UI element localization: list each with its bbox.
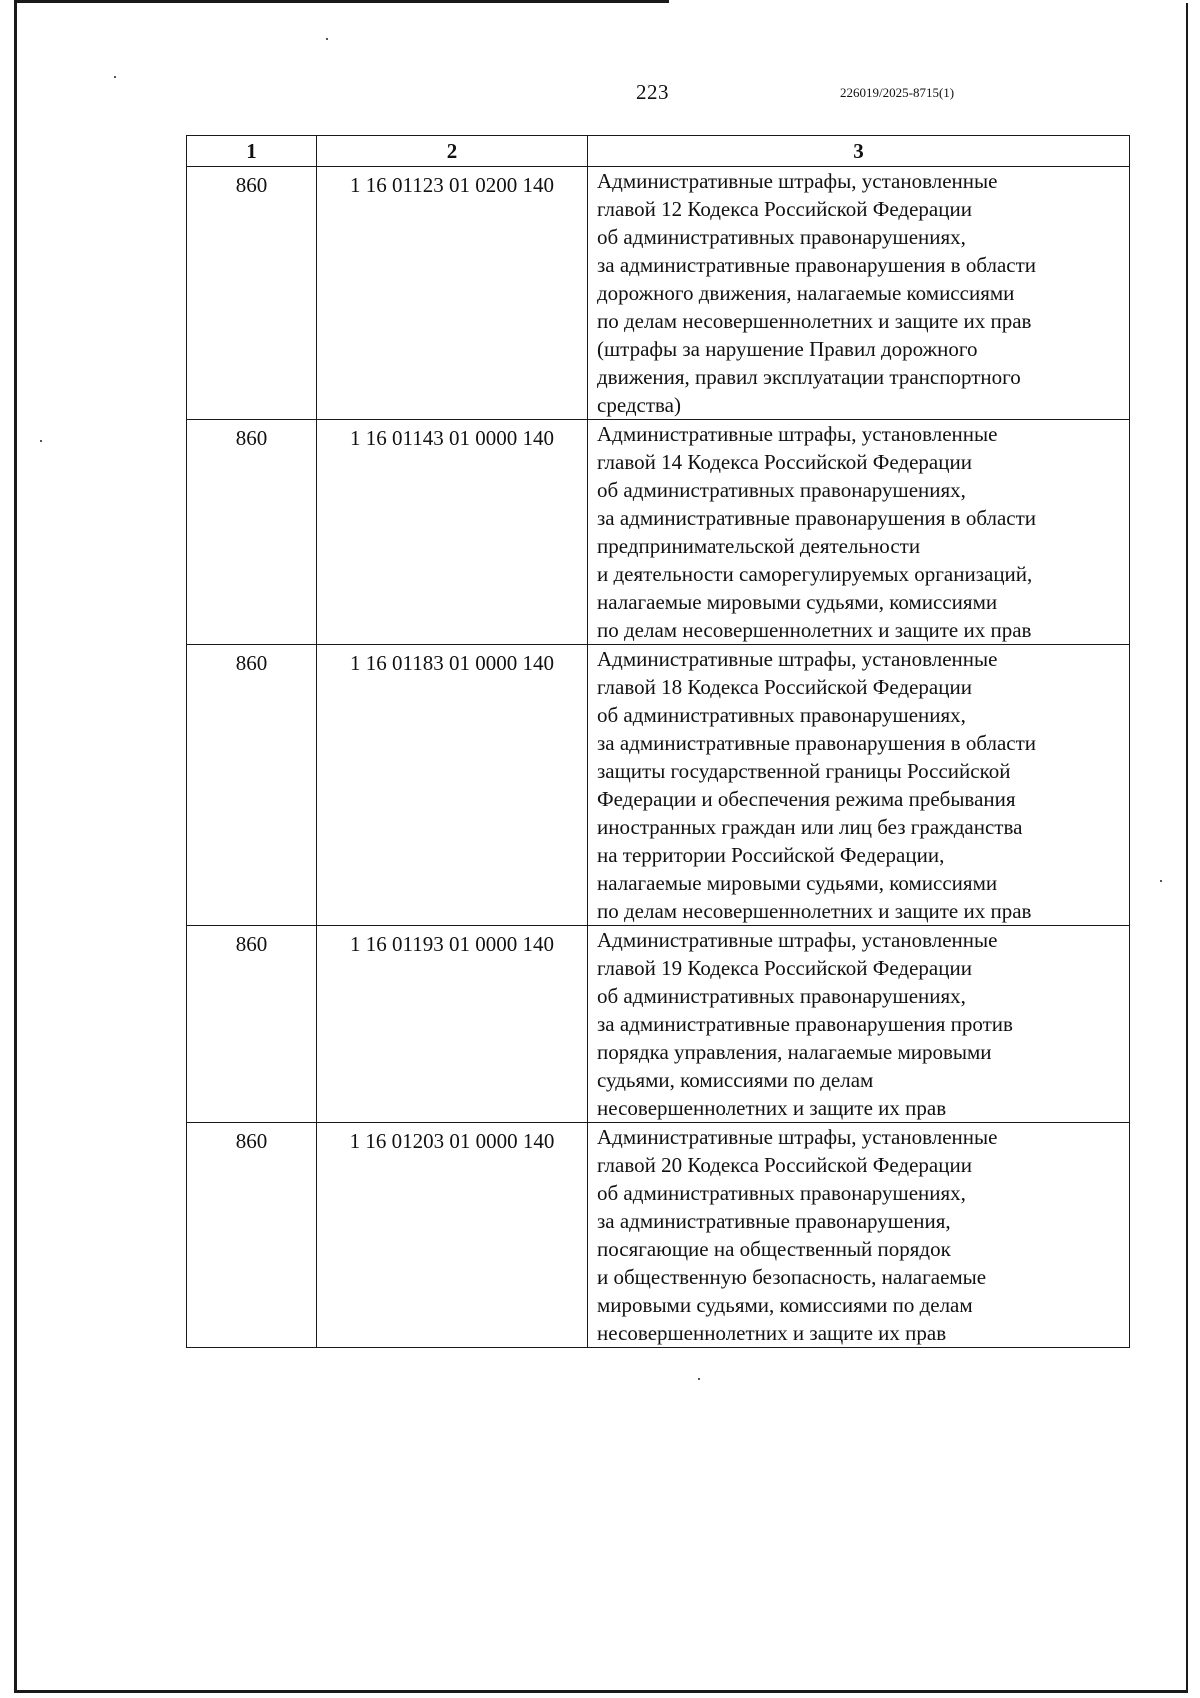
page-number: 223 [636, 80, 669, 104]
description-line: несовершеннолетних и защите их прав [597, 1321, 947, 1345]
column-header: 1 [187, 136, 317, 167]
description-line: об административных правонарушениях, [597, 703, 966, 727]
description-line: защиты государственной границы Российской [597, 759, 1011, 783]
admin-code-cell: 860 [187, 167, 317, 420]
description-line: об административных правонарушениях, [597, 984, 966, 1008]
description-line: несовершеннолетних и защите их прав [597, 1096, 947, 1120]
description-line: главой 18 Кодекса Российской Федерации [597, 675, 972, 699]
description-cell [588, 1123, 1130, 1348]
description-line: главой 20 Кодекса Российской Федерации [597, 1153, 972, 1177]
description-line: средства) [597, 393, 681, 417]
description-line: и деятельности саморегулируемых организаций, [597, 562, 1033, 586]
admin-code-cell: 860 [187, 645, 317, 926]
scan-speck [40, 440, 42, 442]
description-line: Административные штрафы, установленные [597, 169, 998, 193]
table-header-row [187, 136, 1130, 167]
admin-code-cell: 860 [187, 926, 317, 1123]
description-line: об административных правонарушениях, [597, 1181, 966, 1205]
description-line: иностранных граждан или лиц без гражданства [597, 815, 1023, 839]
description-line: и общественную безопасность, налагаемые [597, 1265, 987, 1289]
description-line: налагаемые мировыми судьями, комиссиями [597, 590, 998, 614]
admin-code-cell: 860 [187, 420, 317, 645]
column-header: 3 [588, 136, 1130, 167]
description-line: за административные правонарушения, [597, 1209, 951, 1233]
description-line: Административные штрафы, установленные [597, 422, 998, 446]
description-line: предпринимательской деятельности [597, 534, 921, 558]
table-row [187, 167, 1130, 420]
budget-classification-code-cell: 1 16 01183 01 0000 140 [317, 645, 588, 926]
budget-classification-code-cell: 1 16 01123 01 0200 140 [317, 167, 588, 420]
description-line: за административные правонарушения в области [597, 506, 1037, 530]
description-line: движения, правил эксплуатации транспортного [597, 365, 1021, 389]
description-line: (штрафы за нарушение Правил дорожного [597, 337, 978, 361]
description-line: мировыми судьями, комиссиями по делам [597, 1293, 973, 1317]
scan-speck [114, 76, 116, 78]
description-line: на территории Российской Федерации, [597, 843, 945, 867]
description-line: по делам несовершеннолетних и защите их прав [597, 899, 1032, 923]
description-line: налагаемые мировыми судьями, комиссиями [597, 871, 998, 895]
description-line: судьями, комиссиями по делам [597, 1068, 874, 1092]
description-line: Федерации и обеспечения режима пребывания [597, 787, 1016, 811]
table-row [187, 1123, 1130, 1348]
description-cell [588, 420, 1130, 645]
table-row [187, 420, 1130, 645]
revenue-codes-table [186, 135, 1130, 1348]
table-body [187, 167, 1130, 1348]
description-line: об административных правонарушениях, [597, 478, 966, 502]
description-line: об административных правонарушениях, [597, 225, 966, 249]
description-cell [588, 645, 1130, 926]
description-line: главой 19 Кодекса Российской Федерации [597, 956, 972, 980]
budget-classification-code-cell: 1 16 01193 01 0000 140 [317, 926, 588, 1123]
description-cell [588, 167, 1130, 420]
description-line: за административные правонарушения в области [597, 731, 1037, 755]
scan-speck [1160, 880, 1162, 882]
description-line: за административные правонарушения в области [597, 253, 1037, 277]
description-line: Административные штрафы, установленные [597, 928, 998, 952]
description-line: за административные правонарушения против [597, 1012, 1013, 1036]
description-line: по делам несовершеннолетних и защите их прав [597, 309, 1032, 333]
table-row [187, 645, 1130, 926]
description-line: главой 12 Кодекса Российской Федерации [597, 197, 972, 221]
scan-speck [698, 1378, 700, 1380]
table-row [187, 926, 1130, 1123]
description-line: по делам несовершеннолетних и защите их прав [597, 618, 1032, 642]
budget-classification-code-cell: 1 16 01203 01 0000 140 [317, 1123, 588, 1348]
description-line: дорожного движения, налагаемые комиссиями [597, 281, 1015, 305]
column-header: 2 [317, 136, 588, 167]
description-line: Административные штрафы, установленные [597, 647, 998, 671]
budget-classification-code-cell: 1 16 01143 01 0000 140 [317, 420, 588, 645]
document-id: 226019/2025-8715(1) [840, 85, 955, 100]
description-cell [588, 926, 1130, 1123]
scan-speck [326, 38, 328, 40]
admin-code-cell: 860 [187, 1123, 317, 1348]
description-line: Административные штрафы, установленные [597, 1125, 998, 1149]
description-line: порядка управления, налагаемые мировыми [597, 1040, 992, 1064]
description-line: главой 14 Кодекса Российской Федерации [597, 450, 972, 474]
description-line: посягающие на общественный порядок [597, 1237, 951, 1261]
